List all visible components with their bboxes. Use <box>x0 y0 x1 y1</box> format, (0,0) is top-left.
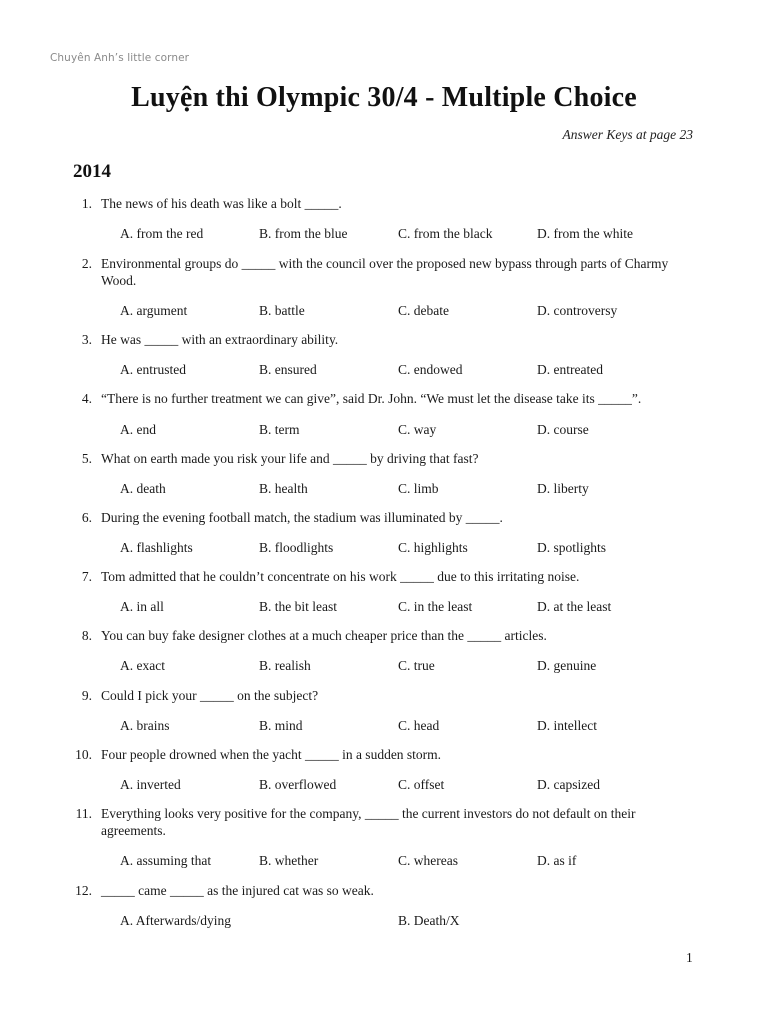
question-text: Could I pick your _____ on the subject? <box>101 688 319 703</box>
option-b[interactable]: B. term <box>259 422 300 437</box>
option-d[interactable]: D. from the white <box>537 226 633 241</box>
option-c[interactable]: C. debate <box>398 303 449 318</box>
document-title: Luyện thi Olympic 30/4 - Multiple Choice <box>131 82 637 113</box>
question-text: Environmental groups do _____ with the council over the proposed new bypass through parts of Charmy Wood. <box>101 256 669 288</box>
question-number: 4. <box>81 391 92 406</box>
option-c[interactable]: C. limb <box>398 481 439 496</box>
option-a[interactable]: A. in all <box>120 599 164 614</box>
option-b[interactable]: B. from the blue <box>259 226 348 241</box>
option-a[interactable]: A. exact <box>120 658 165 673</box>
question-text: “There is no further treatment we can give”, said Dr. John. “We must let the disease take its _____”. <box>101 391 642 406</box>
page-number: 1 <box>686 950 693 965</box>
option-c[interactable]: C. head <box>398 718 440 733</box>
option-d[interactable]: D. controversy <box>537 303 618 318</box>
option-c[interactable]: C. in the least <box>398 599 473 614</box>
year-heading: 2014 <box>73 161 111 182</box>
option-b[interactable]: B. ensured <box>259 362 317 377</box>
option-a[interactable]: A. from the red <box>120 226 204 241</box>
question-number: 3. <box>81 332 92 347</box>
question-text: The news of his death was like a bolt _____. <box>101 196 342 211</box>
option-a[interactable]: A. flashlights <box>120 540 193 555</box>
option-a[interactable]: A. end <box>120 422 156 437</box>
question-text: You can buy fake designer clothes at a much cheaper price than the _____ articles. <box>101 628 547 643</box>
option-a[interactable]: A. assuming that <box>120 853 212 868</box>
option-c[interactable]: C. true <box>398 658 435 673</box>
option-c[interactable]: C. whereas <box>398 853 458 868</box>
option-d[interactable]: D. capsized <box>537 777 600 792</box>
option-b[interactable]: B. mind <box>259 718 303 733</box>
option-b[interactable]: B. realish <box>259 658 311 673</box>
question-text: He was _____ with an extraordinary ability. <box>101 332 339 347</box>
option-d[interactable]: D. at the least <box>537 599 612 614</box>
option-b[interactable]: B. battle <box>259 303 305 318</box>
question-text: What on earth made you risk your life and _____ by driving that fast? <box>101 451 479 466</box>
option-b[interactable]: B. health <box>259 481 308 496</box>
option-c[interactable]: C. from the black <box>398 226 493 241</box>
question-number: 8. <box>81 628 92 643</box>
option-a[interactable]: A. inverted <box>120 777 181 792</box>
option-c[interactable]: C. way <box>398 422 437 437</box>
question-number: 2. <box>81 256 92 271</box>
header-note: Chuyên Anh’s little corner <box>50 52 190 64</box>
question-number: 5. <box>81 451 92 466</box>
question-number: 10. <box>75 747 92 762</box>
question-number: 11. <box>75 806 92 821</box>
option-d[interactable]: D. genuine <box>537 658 597 673</box>
option-b[interactable]: B. whether <box>259 853 319 868</box>
question-text: Four people drowned when the yacht _____ in a sudden storm. <box>101 747 442 762</box>
option-a[interactable]: A. argument <box>120 303 188 318</box>
option-b[interactable]: B. overflowed <box>259 777 337 792</box>
question-text: Everything looks very positive for the company, _____ the current investors do not default on their agreements. <box>101 806 636 838</box>
option-b[interactable]: B. floodlights <box>259 540 334 555</box>
option-b[interactable]: B. Death/X <box>398 913 460 928</box>
option-d[interactable]: D. course <box>537 422 589 437</box>
option-c[interactable]: C. endowed <box>398 362 463 377</box>
option-d[interactable]: D. entreated <box>537 362 603 377</box>
option-a[interactable]: A. death <box>120 481 166 496</box>
option-a[interactable]: A. entrusted <box>120 362 186 377</box>
question-number: 12. <box>75 883 92 898</box>
option-d[interactable]: D. spotlights <box>537 540 607 555</box>
question-text: _____ came _____ as the injured cat was so weak. <box>101 883 374 898</box>
question-text: Tom admitted that he couldn’t concentrate on his work _____ due to this irritating noise. <box>101 569 580 584</box>
answer-keys-note: Answer Keys at page 23 <box>562 127 693 142</box>
option-a[interactable]: A. Afterwards/dying <box>120 913 231 928</box>
option-b[interactable]: B. the bit least <box>259 599 337 614</box>
question-text: During the evening football match, the stadium was illuminated by _____. <box>101 510 503 525</box>
option-d[interactable]: D. as if <box>537 853 577 868</box>
question-number: 6. <box>81 510 92 525</box>
option-d[interactable]: D. intellect <box>537 718 597 733</box>
question-number: 9. <box>81 688 92 703</box>
option-c[interactable]: C. highlights <box>398 540 468 555</box>
option-a[interactable]: A. brains <box>120 718 170 733</box>
question-number: 1. <box>81 196 92 211</box>
option-d[interactable]: D. liberty <box>537 481 589 496</box>
option-c[interactable]: C. offset <box>398 777 445 792</box>
question-number: 7. <box>81 569 92 584</box>
